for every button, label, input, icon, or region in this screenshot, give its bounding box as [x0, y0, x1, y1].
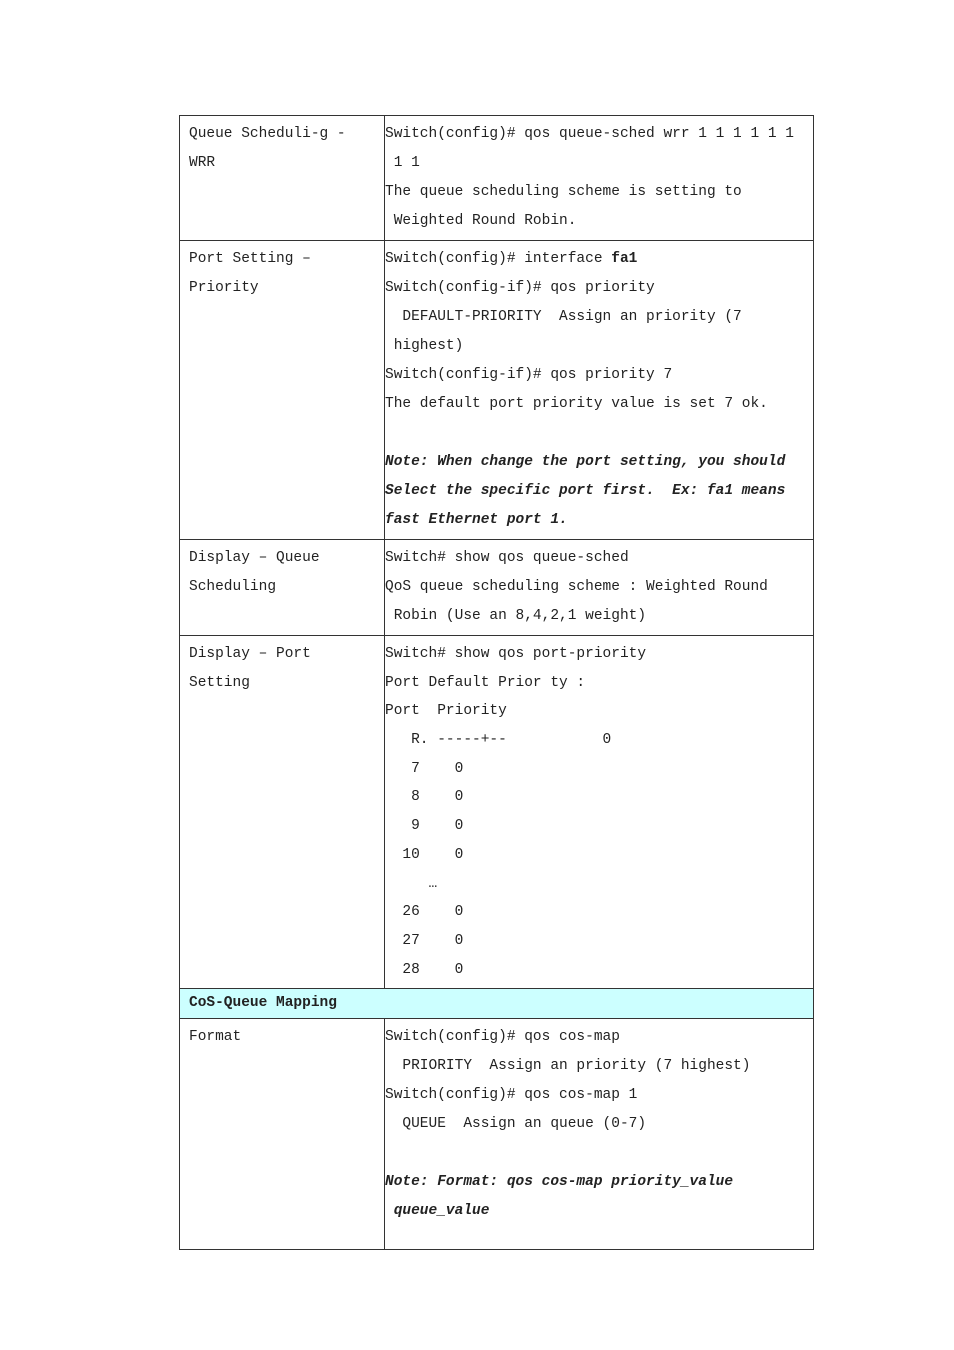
- note-line: queue_value: [385, 1203, 490, 1220]
- label-line: Scheduling: [189, 579, 277, 595]
- command-line: Switch# show qos port-priority: [385, 646, 647, 662]
- command-line: Switch(config)# qos queue-sched wrr 1 1 1 1 1 1: [385, 126, 794, 142]
- row-label: [180, 241, 385, 540]
- row-content: [385, 116, 814, 241]
- table-row: [180, 241, 814, 540]
- label-line: Display – Queue: [189, 550, 320, 566]
- command-line: QUEUE Assign an queue (0-7): [385, 1116, 647, 1133]
- command-line: QoS queue scheduling scheme : Weighted Round: [385, 579, 768, 595]
- label-line: Port Setting –: [189, 251, 311, 267]
- command-line: The default port priority value is set 7 ok.: [385, 396, 768, 412]
- command-text: Switch(config)# interface: [385, 251, 612, 267]
- label-line: Priority: [189, 280, 259, 296]
- command-line: DEFAULT-PRIORITY Assign an priority (7: [385, 309, 742, 325]
- table-row: [180, 540, 814, 636]
- command-line: 1 1: [385, 155, 420, 171]
- command-line: 8 0: [385, 789, 464, 806]
- row-content: [385, 241, 814, 540]
- row-label: [180, 636, 385, 989]
- command-line: highest): [385, 338, 464, 354]
- label-line: Format: [189, 1029, 242, 1046]
- command-line: Port Priority: [385, 703, 507, 720]
- command-line: 28 0: [385, 961, 464, 978]
- label-line: WRR: [189, 155, 216, 171]
- row-content: [385, 540, 814, 636]
- command-line: Switch(config-if)# qos priority: [385, 280, 655, 296]
- label-line: Setting: [189, 675, 250, 691]
- command-line: Weighted Round Robin.: [385, 213, 577, 229]
- command-line: Switch# show qos queue-sched: [385, 550, 629, 566]
- label-line: Queue Scheduli-g -: [189, 126, 346, 142]
- row-label: [180, 116, 385, 241]
- command-line: Switch(config)# qos cos-map: [385, 1029, 620, 1046]
- command-line: PRIORITY Assign an priority (7 highest): [385, 1058, 751, 1075]
- command-line: …: [385, 875, 438, 892]
- command-line: 10 0: [385, 846, 464, 863]
- spacer: [385, 419, 811, 448]
- command-line: [385, 245, 811, 274]
- command-line: The queue scheduling scheme is setting to: [385, 184, 742, 200]
- section-title: CoS-Queue Mapping: [180, 989, 814, 1019]
- section-header-row: [180, 989, 814, 1019]
- spacer: [385, 1139, 811, 1168]
- command-line: 26 0: [385, 904, 464, 921]
- command-line: Robin (Use an 8,4,2,1 weight): [385, 608, 647, 624]
- row-label: [180, 1019, 385, 1250]
- command-line: 27 0: [385, 932, 464, 949]
- row-label: [180, 540, 385, 636]
- command-line: 7 0: [385, 760, 464, 777]
- note-line: Note: Format: qos cos-map priority_value: [385, 1174, 734, 1191]
- table-row: [180, 636, 814, 989]
- row-content: [385, 636, 814, 989]
- note-line: Select the specific port first. Ex: fa1 means: [385, 483, 786, 499]
- port-name: fa1: [611, 251, 638, 267]
- command-line: Switch(config-if)# qos priority 7: [385, 367, 673, 383]
- command-line: Port Default Prior ty :: [385, 674, 586, 691]
- note-line: fast Ethernet port 1.: [385, 512, 568, 528]
- row-content: [385, 1019, 814, 1250]
- command-line: R. -----+-- 0: [385, 732, 612, 749]
- command-line: 9 0: [385, 818, 464, 835]
- label-line: Display – Port: [189, 646, 311, 662]
- table-row: [180, 116, 814, 241]
- note-line: Note: When change the port setting, you should: [385, 454, 786, 470]
- command-table: [179, 115, 814, 1250]
- table-row: [180, 1019, 814, 1250]
- command-line: Switch(config)# qos cos-map 1: [385, 1087, 638, 1104]
